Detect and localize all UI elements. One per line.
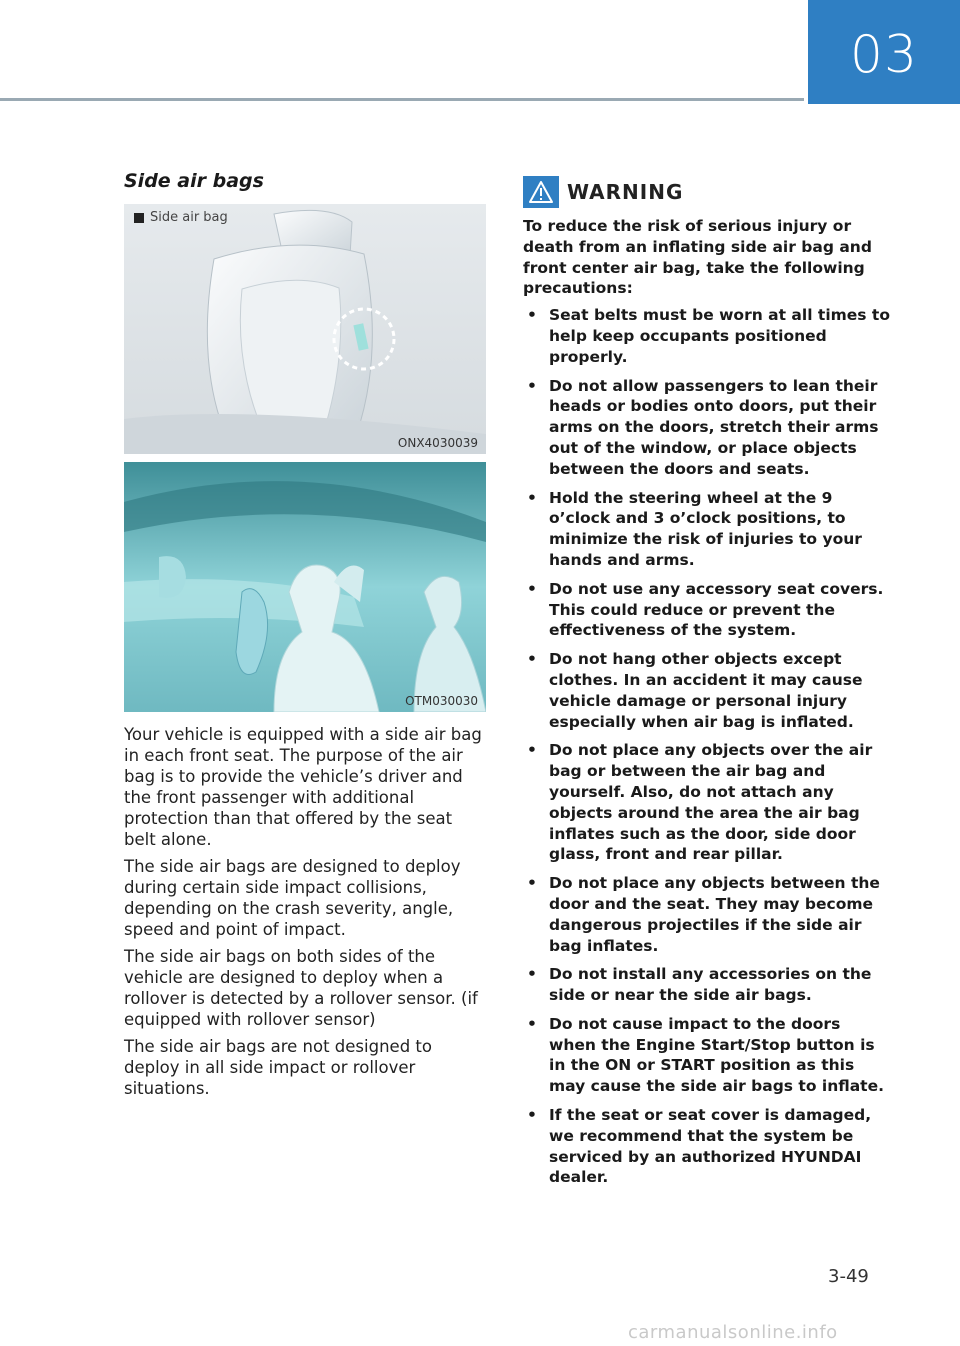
paragraph: The side air bags are not designed to deploy in all side impact or rollover situations. <box>124 1037 432 1098</box>
bullet: • <box>527 579 537 598</box>
figure-seat-side-airbag <box>124 204 486 454</box>
warning-item <box>523 1105 891 1188</box>
warning-item-text: Do not hang other objects except clothes. In an accident it may cause vehicle damage or personal injury especially when air bag is inflated. <box>549 650 863 731</box>
warning-item <box>523 488 891 571</box>
warning-item-text: Hold the steering wheel at the 9 o’clock and 3 o’clock positions, to minimize the risk of injuries to your hands and arms. <box>549 488 862 569</box>
figure-caption <box>134 210 228 225</box>
chapter-tab <box>808 0 960 104</box>
bullet: • <box>527 965 537 984</box>
warning-box <box>523 176 559 208</box>
paragraph: The side air bags are designed to deploy during certain side impact collisions, depending on the crash severity, angle, speed and point of impact. <box>124 857 461 939</box>
bullet: • <box>527 741 537 760</box>
caption-square-icon <box>134 213 144 223</box>
warning-title: WARNING <box>567 180 684 204</box>
figure-caption-text: Side air bag <box>150 210 228 225</box>
watermark: carmanualsonline.info <box>628 1322 838 1343</box>
warning-item-text: Do not place any objects over the air bag or between the air bag and yourself. Also, do not attach any objects around the area the air bag inflates such as the door, side door glass, front and rear pillar. <box>549 741 873 864</box>
bullet: • <box>527 650 537 669</box>
bullet: • <box>527 376 537 395</box>
body-text <box>124 724 488 1099</box>
warning-item-text: Do not place any objects between the door and the seat. They may become dangerous projectiles if the side air bag inflates. <box>549 874 880 955</box>
paragraph: The side air bags on both sides of the vehicle are designed to deploy when a rollover is detected by a rollover sensor. (if equipped with rollover sensor) <box>124 947 478 1029</box>
bullet: • <box>527 1014 537 1033</box>
bullet: • <box>527 306 537 325</box>
warning-item <box>523 376 891 480</box>
bullet: • <box>527 1106 537 1125</box>
figure-cabin-side-airbag <box>124 462 486 712</box>
warning-column <box>523 176 891 1196</box>
header-rule <box>0 98 804 101</box>
paragraph: Your vehicle is equipped with a side air bag in each front seat. The purpose of the air bag is to provide the vehicle’s driver and the front passenger with additional protection than that offered by the seat belt alone. <box>124 725 482 849</box>
warning-intro: To reduce the risk of serious injury or death from an inflating side air bag and front center air bag, take the following precautions: <box>523 217 872 298</box>
warning-item-text: If the seat or seat cover is damaged, we recommend that the system be serviced by an authorized HYUNDAI dealer. <box>549 1106 872 1187</box>
warning-item <box>523 649 891 732</box>
bullet: • <box>527 488 537 507</box>
section-title: Side air bags <box>124 170 264 192</box>
seat-illustration <box>124 204 486 454</box>
warning-item-text: Do not use any accessory seat covers. This could reduce or prevent the effectiveness of the system. <box>549 579 884 640</box>
figure-code: ONX4030039 <box>397 436 478 450</box>
warning-header <box>523 176 891 208</box>
warning-item <box>523 305 891 367</box>
bullet: • <box>527 874 537 893</box>
warning-item <box>523 964 891 1006</box>
warning-item-text: Seat belts must be worn at all times to help keep occupants positioned properly. <box>549 306 890 366</box>
warning-list <box>523 305 891 1188</box>
warning-item-text: Do not install any accessories on the side or near the side air bags. <box>549 965 872 1005</box>
warning-item <box>523 579 891 641</box>
warning-item <box>523 1014 891 1097</box>
warning-triangle-icon <box>528 180 554 204</box>
warning-item <box>523 873 891 956</box>
figure-code: OTM030030 <box>405 694 478 708</box>
warning-item-text: Do not allow passengers to lean their heads or bodies onto doors, put their arms on the doors, stretch their arms out of the window, or place objects between the doors and seats. <box>549 376 879 478</box>
warning-item-text: Do not cause impact to the doors when the Engine Start/Stop button is in the ON or START position as this may cause the side air bags to inflate. <box>549 1014 884 1096</box>
page-number: 3-49 <box>828 1266 869 1287</box>
cabin-illustration <box>124 462 486 712</box>
left-column <box>124 170 488 1105</box>
chapter-number: 03 <box>849 25 919 85</box>
warning-item <box>523 740 891 865</box>
